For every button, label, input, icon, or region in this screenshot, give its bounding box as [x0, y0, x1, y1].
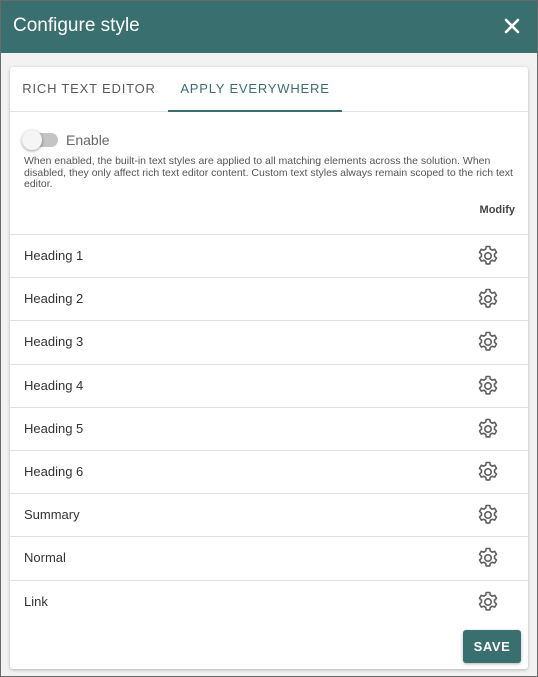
modify-column-header: Modify [479, 204, 515, 216]
style-label: Heading 3 [24, 334, 84, 350]
style-label: Heading 5 [24, 420, 84, 436]
style-label: Heading 1 [24, 248, 84, 263]
tab-apply-everywhere[interactable]: APPLY EVERYWHERE [168, 67, 342, 112]
save-button[interactable]: SAVE [463, 630, 521, 663]
style-row-heading-2 [10, 277, 528, 320]
tab-bar [10, 67, 528, 112]
style-label: Heading 6 [24, 463, 84, 479]
style-row-heading-3 [10, 320, 528, 363]
gear-icon[interactable] [476, 374, 500, 398]
dialog-header [1, 1, 537, 53]
gear-icon[interactable] [476, 417, 500, 441]
gear-icon[interactable] [476, 287, 500, 311]
style-label: Normal [24, 550, 66, 566]
style-row-link [10, 580, 528, 623]
gear-icon[interactable] [476, 244, 500, 268]
style-row-heading-6 [10, 450, 528, 493]
tab-rich-text-editor[interactable]: RICH TEXT EDITOR [22, 81, 156, 96]
style-settings-card [10, 67, 528, 669]
gear-icon[interactable] [476, 460, 500, 484]
gear-icon[interactable] [476, 546, 500, 570]
style-label: Heading 2 [24, 291, 84, 307]
description-text: When enabled, the built-in text styles are applied to all matching elements across the solution. When disabled, they only affect rich text editor content. Custom text styles always remain scoped to the rich text editor. [24, 155, 513, 190]
style-row-heading-1 [10, 234, 528, 277]
enable-toggle-label: Enable [66, 132, 110, 148]
style-label: Link [24, 593, 48, 609]
gear-icon[interactable] [476, 590, 500, 614]
style-label: Summary [24, 507, 80, 523]
style-row-summary [10, 493, 528, 536]
style-row-heading-4 [10, 364, 528, 407]
style-row-heading-5 [10, 407, 528, 450]
dialog-title: Configure style [13, 15, 140, 36]
close-icon[interactable] [501, 15, 523, 37]
style-list [10, 234, 528, 623]
gear-icon[interactable] [476, 503, 500, 527]
style-row-normal [10, 536, 528, 579]
style-label: Heading 4 [24, 377, 84, 393]
gear-icon[interactable] [476, 330, 500, 354]
toggle-knob [22, 130, 42, 150]
enable-toggle-switch[interactable] [24, 133, 58, 147]
